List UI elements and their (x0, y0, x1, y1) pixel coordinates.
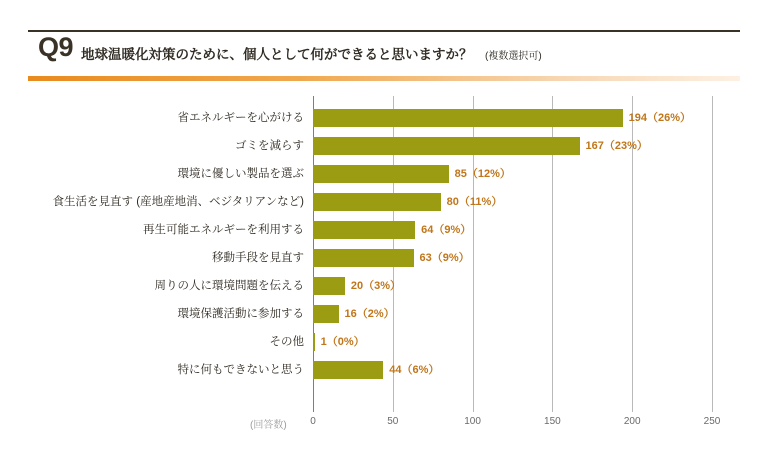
bar-value-label: 64（9%） (421, 224, 472, 236)
bar (313, 193, 441, 211)
x-tick-label: 250 (703, 416, 721, 427)
bar (313, 333, 315, 351)
header-bottom-rule (28, 76, 740, 81)
x-tick-label: 200 (623, 416, 641, 427)
bar-row (28, 216, 740, 244)
bar-category-label: 食生活を見直す (産地産地消、ベジタリアンなど) (52, 196, 304, 208)
bar-value-label: 16（2%） (344, 308, 395, 320)
bar-row (28, 104, 740, 132)
x-tick-label: 0 (310, 416, 316, 427)
header-top-rule (28, 30, 740, 32)
bar-chart (28, 96, 740, 436)
x-tick-label: 100 (464, 416, 481, 427)
bar-category-label: 移動手段を見直す (212, 252, 304, 264)
bar-category-label: 環境に優しい製品を選ぶ (177, 168, 304, 180)
bar-row (28, 132, 740, 160)
bar-rows (28, 96, 740, 412)
question-note: (複数選択可) (485, 51, 542, 62)
bar-row (28, 160, 740, 188)
bar (313, 249, 414, 267)
bar (313, 277, 345, 295)
bar (313, 137, 580, 155)
x-tick-label: 150 (544, 416, 561, 427)
bar-row (28, 300, 740, 328)
bar-value-label: 194（26%） (628, 112, 691, 124)
bar (313, 109, 623, 127)
bar-category-label: 周りの人に環境問題を伝える (154, 280, 304, 292)
bar-value-label: 44（6%） (389, 364, 440, 376)
bar-category-label: 特に何もできないと思う (177, 364, 304, 376)
bar-value-label: 63（9%） (419, 252, 470, 264)
bar-row (28, 188, 740, 216)
bar-category-label: 再生可能エネルギーを利用する (143, 224, 304, 236)
bar-value-label: 20（3%） (350, 280, 402, 292)
bar (313, 165, 449, 183)
bar-category-label: 環境保護活動に参加する (177, 308, 304, 320)
bar (313, 305, 339, 323)
bar-row (28, 244, 740, 272)
bar (313, 221, 415, 239)
bar-row (28, 328, 740, 356)
bar-row (28, 272, 740, 300)
question-header (28, 30, 740, 80)
bar-category-label: 省エネルギーを心がける (177, 112, 304, 124)
bar-value-label: 1（0%） (320, 336, 365, 348)
x-axis-label: (回答数) (250, 420, 287, 431)
bar-value-label: 80（11%） (446, 196, 503, 208)
bar-value-label: 167（23%） (585, 140, 648, 152)
x-tick-label: 50 (387, 416, 399, 427)
question-number: Q9 (38, 32, 74, 62)
bar (313, 361, 383, 379)
bar-category-label: その他 (269, 336, 304, 348)
bar-category-label: ゴミを減らす (235, 140, 304, 152)
bar-row (28, 356, 740, 384)
question-title: 地球温暖化対策のために、個人として何ができると思いますか？ (81, 47, 473, 62)
bar-value-label: 85（12%） (454, 168, 511, 180)
